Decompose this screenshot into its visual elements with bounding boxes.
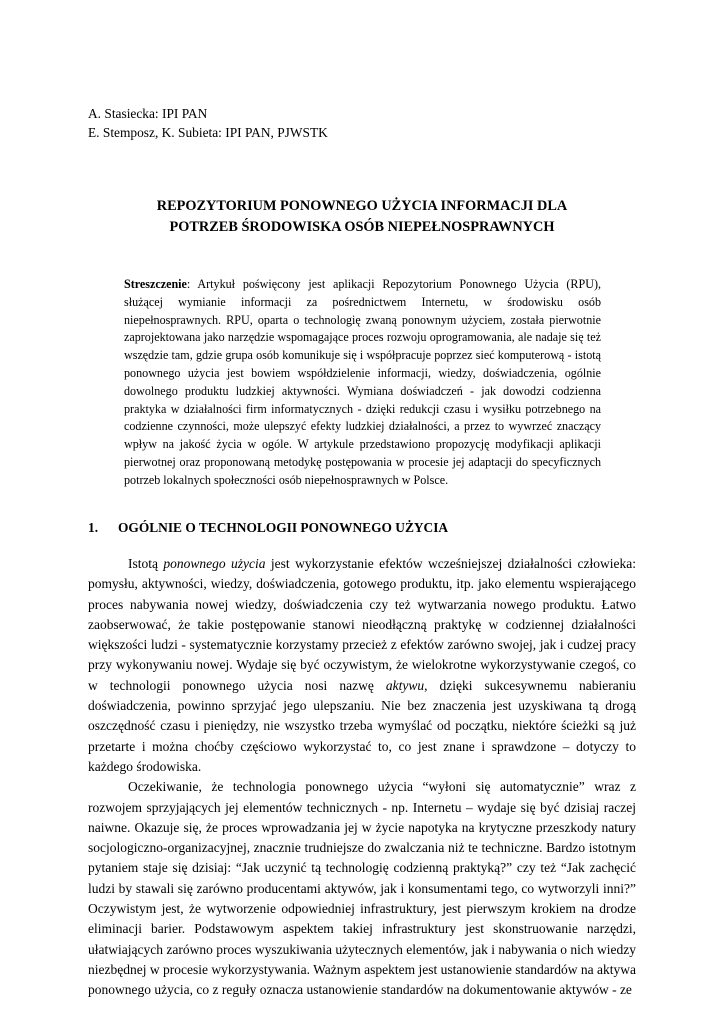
para1-text-a: Istotą xyxy=(128,556,164,571)
author-line-1: A. Stasiecka: IPI PAN xyxy=(88,106,208,121)
author-line-2: E. Stemposz, K. Subieta: IPI PAN, PJWSTK xyxy=(88,125,328,140)
para1-text-c: jest wykorzystanie efektów wcześniejszej działalności człowieka: pomysłu, aktywności, wiedzy, doświadczenia, gotowego produktu, itp. jako elementu wspierającego proces nabywania nowej wiedzy, doświadczenia czy też wytwarzania nowego produktu. Łatwo zaobserwować, że takie postępowanie stanowi nieodłączną praktykę w codziennej działalności większości ludzi - systematycznie korzystamy przecież z efektów zarówno swojej, jak i cudzej pracy przy wykonywaniu nowej. Wydaje się być oczywistym, że wielokrotne wykorzystywanie czegoś, co w technologii ponownego użycia nosi nazwę xyxy=(88,556,636,693)
section-body xyxy=(88,554,636,1001)
para1-text-e: , dzięki sukcesywnemu nabieraniu doświadczenia, powinno sprzyjać jego ulepszaniu. Nie bez znaczenia jest uzyskiwana tą drogą oszczędność czasu i pieniędzy, nie wszystko trzeba wymyślać od początku, niektóre ścieżki są już przetarte i można choćby częściowo wykorzystać to, co jest znane i sprawdzone – dotyczy to każdego środowiska. xyxy=(88,677,636,774)
title-line-1: REPOZYTORIUM PONOWNEGO UŻYCIA INFORMACJI DLA xyxy=(156,198,568,214)
authors-block xyxy=(88,104,328,142)
para1-emphasis-aktywu: aktywu xyxy=(385,677,425,693)
para1-emphasis-term: ponownego użycia xyxy=(163,556,266,571)
paragraph-1 xyxy=(88,554,636,777)
section-heading xyxy=(88,520,448,536)
paragraph-2: Oczekiwanie, że technologia ponownego użycia “wyłoni się automatycznie” wraz z rozwojem sprzyjających jej elementów technicznych - np. Internetu – wydaje się być dzisiaj raczej naiwne. Okazuje się, że proces wprowadzania jej w życie napotyka na krytyczne przeszkody natury socjologiczno-organizacyjnej, znacznie trudniejsze do zwalczania niż te techniczne. Bardzo istotnym pytaniem staje się dzisiaj: “Jak uczynić tą technologię codzienną praktyką?” czy też “Jak zachęcić ludzi by stawali się zarówno producentami aktywów, jak i konsumentami tego, co wytworzyli inni?” Oczywistym jest, że wytworzenie odpowiedniej infrastruktury, jest pierwszym krokiem na drodze eliminacji barier. Podstawowym aspektem takiej infrastruktury jest skonstruowanie narzędzi, ułatwiających zarówno proces wyszukiwania użytecznych elementów, jak i nabywania o nich wiedzy niezbędnej w procesie wykorzystywania. Ważnym aspektem jest ustanowienie standardów na aktywa ponownego użycia, co z reguły oznacza ustanowienie standardów na dokumentowanie aktywów - ze xyxy=(88,779,636,998)
abstract-text: : Artykuł poświęcony jest aplikacji Repozytorium Ponownego Użycia (RPU), służącej wymianie informacji za pośrednictwem Internetu, w środowisku osób niepełnosprawnych. RPU, oparta o technologię zwaną ponownym użyciem, została pierwotnie zaprojektowana jako narzędzie wspomagające proces rozwoju oprogramowania, ale nadaje się też wszędzie tam, gdzie grupa osób komunikuje się i współpracuje poprzez sieć komputerową - istotą ponownego użycia jest bowiem współdzielenie informacji, wiedzy, doświadczenia, ogólnie dowolnego produktu ludzkiej aktywności. Wymiana doświadczeń - jak dowodzi codzienna praktyka w działalności firm informatycznych - dzięki redukcji czasu i wysiłku potrzebnego na codzienne czynności, może ulepszyć efekty ludzkiej działalności, a przez to wywrzeć znaczący wpływ na jakość życia w ogóle. W artykule przedstawiono propozycję modyfikacji aplikacji pierwotnej oraz proponowaną metodykę postępowania w procesie jej adaptacji do specyficznych potrzeb lokalnych społeczności osób niepełnosprawnych w Polsce. xyxy=(124,277,601,487)
section-title: OGÓLNIE O TECHNOLOGII PONOWNEGO UŻYCIA xyxy=(118,520,449,535)
title-line-2: POTRZEB ŚRODOWISKA OSÓB NIEPEŁNOSPRAWNYCH xyxy=(169,218,555,235)
abstract-label: Streszczenie xyxy=(124,277,187,291)
abstract xyxy=(124,276,601,490)
section-number: 1. xyxy=(88,520,99,535)
paper-title xyxy=(88,196,636,237)
